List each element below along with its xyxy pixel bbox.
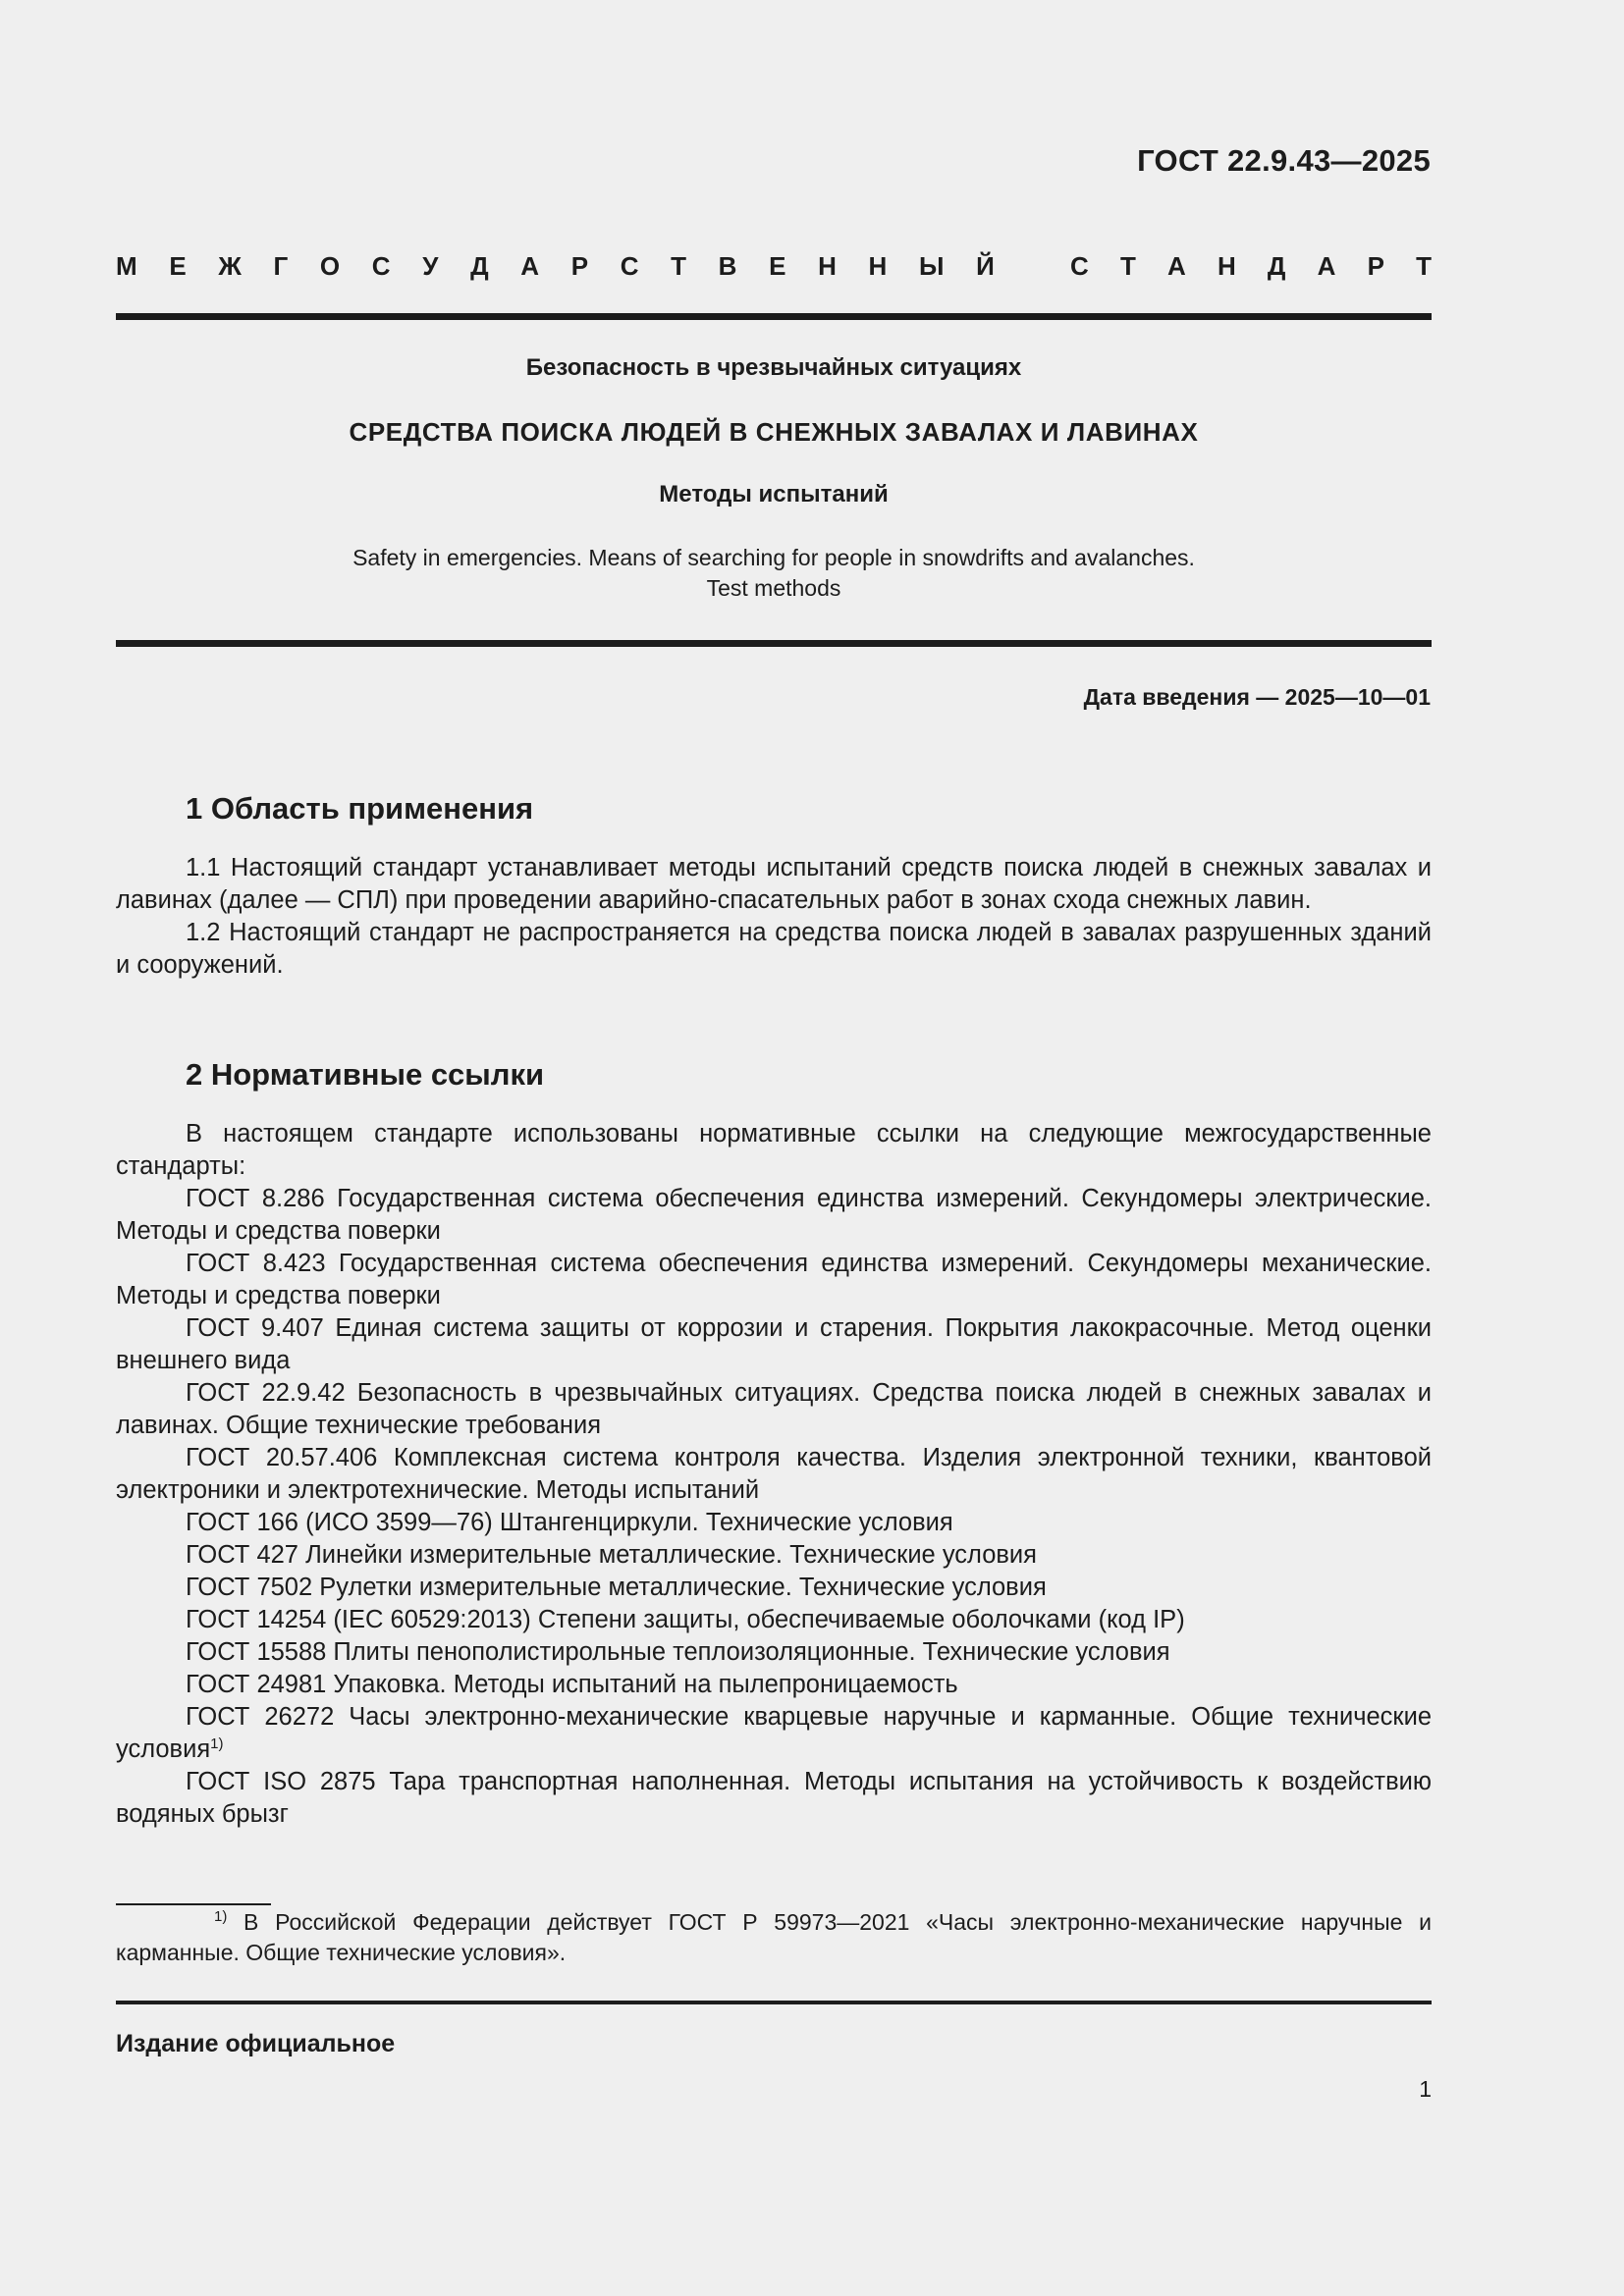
standard-kind-letter: Г	[273, 251, 289, 281]
standard-kind-word2	[1070, 251, 1432, 282]
standard-kind-letter: Е	[169, 251, 187, 281]
standard-kind-letter: Н	[818, 251, 837, 281]
footnote-mark: 1)	[214, 1908, 228, 1925]
page-number: 1	[1419, 2076, 1432, 2102]
normative-references-list	[116, 1183, 1432, 1831]
normative-reference-item: ГОСТ 9.407 Единая система защиты от коррозии и старения. Покрытия лакокрасочные. Метод оценки внешнего вида	[116, 1314, 1432, 1374]
standard-kind-letter: С	[371, 251, 391, 281]
standard-kind-word1	[116, 251, 995, 282]
normative-reference-item: ГОСТ 15588 Плиты пенополистирольные теплоизоляционные. Технические условия	[186, 1638, 1170, 1666]
standard-kind-letter: У	[422, 251, 439, 281]
normative-reference-item: ГОСТ 166 (ИСО 3599—76) Штангенциркули. Технические условия	[186, 1509, 953, 1536]
standard-kind-letter: Ж	[218, 251, 242, 281]
standard-kind-letter: Ы	[918, 251, 945, 281]
normative-reference-item: ГОСТ 427 Линейки измерительные металлические. Технические условия	[186, 1541, 1037, 1569]
standard-kind-letter: Д	[1267, 251, 1286, 281]
footnote-text: В Российской Федерации действует ГОСТ Р 59973—2021 «Часы электронно-механические наручные и карманные. Общие технические условия».	[116, 1909, 1432, 1965]
english-title-line1: Safety in emergencies. Means of searching for people in snowdrifts and avalanches.	[352, 545, 1195, 570]
standard-kind	[116, 251, 1432, 282]
normative-reference-item: ГОСТ 22.9.42 Безопасность в чрезвычайных ситуациях. Средства поиска людей в снежных завалах и лавинах. Общие технические требования	[116, 1379, 1432, 1439]
section2-body	[116, 1118, 1432, 1831]
subtitle: Методы испытаний	[659, 481, 889, 507]
normative-reference-item: ГОСТ 14254 (IEC 60529:2013) Степени защиты, обеспечиваемые оболочками (код IP)	[186, 1606, 1185, 1633]
title-bottom-rule	[116, 640, 1432, 647]
normative-reference-item: ГОСТ 20.57.406 Комплексная система контроля качества. Изделия электронной техники, квантовой электроники и электротехнические. Методы испытаний	[116, 1444, 1432, 1504]
standard-kind-letter: Р	[570, 251, 589, 281]
normative-reference-item: ГОСТ 7502 Рулетки измерительные металлические. Технические условия	[186, 1574, 1047, 1601]
introduction-date: Дата введения — 2025—10—01	[1083, 684, 1431, 710]
standard-kind-letter: О	[319, 251, 341, 281]
normative-reference-item: ГОСТ 8.423 Государственная система обеспечения единства измерений. Секундомеры механические. Методы и средства поверки	[116, 1250, 1432, 1309]
standard-kind-letter: С	[620, 251, 639, 281]
main-title: СРЕДСТВА ПОИСКА ЛЮДЕЙ В СНЕЖНЫХ ЗАВАЛАХ И ЛАВИНАХ	[349, 417, 1199, 447]
standard-kind-letter: С	[1070, 251, 1089, 281]
standard-number: ГОСТ 22.9.43—2025	[1137, 143, 1431, 178]
standard-kind-letter: А	[520, 251, 540, 281]
normative-reference-item: ГОСТ 26272 Часы электронно-механические кварцевые наручные и карманные. Общие технические условия$^{1)}$	[116, 1703, 1432, 1763]
standard-kind-letter: Е	[769, 251, 786, 281]
section1-heading: 1 Область применения	[186, 791, 534, 826]
normative-reference-item: ГОСТ ISO 2875 Тара транспортная наполненная. Методы испытания на устойчивость к воздействию водяных брызг	[116, 1768, 1432, 1828]
standard-kind-letter: Д	[470, 251, 489, 281]
standard-kind-letter: Н	[1217, 251, 1236, 281]
bottom-rule	[116, 2001, 1432, 2004]
english-title	[116, 543, 1432, 604]
standard-kind-letter: А	[1317, 251, 1336, 281]
standard-kind-letter: В	[718, 251, 737, 281]
footnote-separator	[116, 1903, 271, 1905]
english-title-line2: Test methods	[706, 575, 841, 601]
section1-paragraph-1: 1.1 Настоящий стандарт устанавливает методы испытаний средств поиска людей в снежных завалах и лавинах (далее — СПЛ) при проведении аварийно-спасательных работ в зонах схода снежных лавин.	[116, 854, 1432, 914]
standard-kind-letter: Т	[671, 251, 687, 281]
edition-label: Издание официальное	[116, 2030, 396, 2057]
footnote-reference-mark: 1)	[210, 1735, 224, 1752]
standard-kind-letter: А	[1167, 251, 1186, 281]
standard-kind-letter: Т	[1119, 251, 1136, 281]
section2-heading: 2 Нормативные ссылки	[186, 1057, 545, 1092]
section2-intro: В настоящем стандарте использованы нормативные ссылки на следующие межгосударственные стандарты:	[116, 1120, 1432, 1180]
section1-paragraph-2: 1.2 Настоящий стандарт не распространяется на средства поиска людей в завалах разрушенных зданий и сооружений.	[116, 919, 1432, 979]
series-title: Безопасность в чрезвычайных ситуациях	[525, 354, 1022, 381]
standard-kind-letter: М	[116, 251, 137, 281]
normative-reference-item: ГОСТ 24981 Упаковка. Методы испытаний на пылепроницаемость	[186, 1671, 958, 1698]
section1-body	[116, 852, 1432, 982]
standard-kind-letter: Р	[1367, 251, 1384, 281]
top-rule	[116, 313, 1432, 320]
normative-reference-item: ГОСТ 8.286 Государственная система обеспечения единства измерений. Секундомеры электрические. Методы и средства поверки	[116, 1185, 1432, 1245]
standard-kind-letter: Н	[868, 251, 888, 281]
footnote	[116, 1907, 1432, 1968]
standard-kind-letter: Т	[1416, 251, 1432, 281]
standard-kind-letter: Й	[976, 251, 995, 281]
